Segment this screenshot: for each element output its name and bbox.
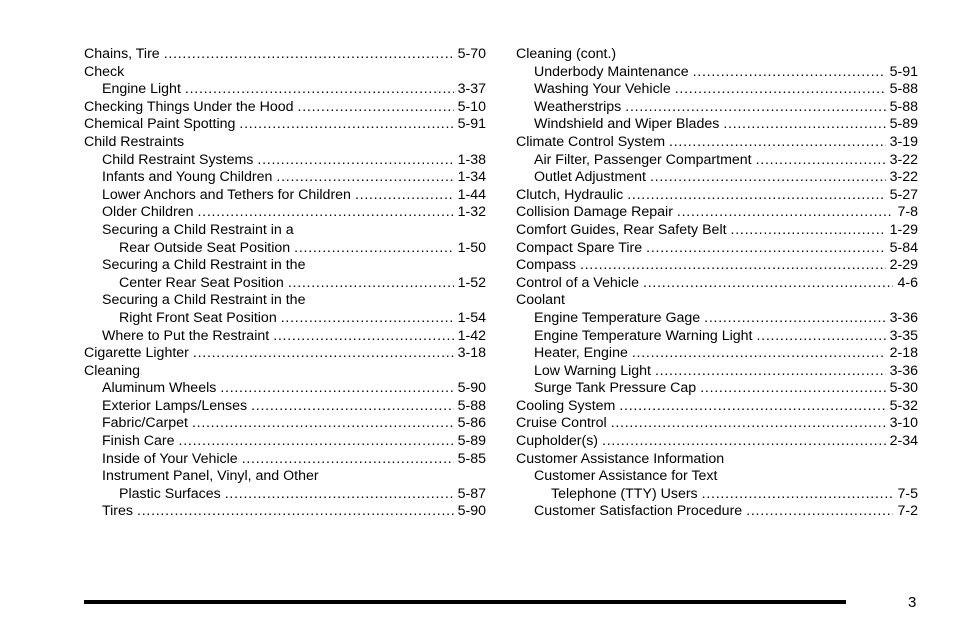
index-entry bbox=[84, 345, 486, 363]
index-entry-text: Instrument Panel, Vinyl, and Other bbox=[102, 468, 319, 485]
index-entry bbox=[516, 204, 918, 222]
index-entry bbox=[84, 275, 486, 293]
index-entry-page: 1-42 bbox=[457, 327, 486, 344]
index-entry bbox=[516, 187, 918, 205]
index-entry-page: 3-37 bbox=[457, 81, 486, 98]
index-entry-text: Climate Control System bbox=[516, 133, 666, 150]
dot-leader bbox=[700, 380, 885, 398]
index-entry-text: Compact Spare Tire bbox=[516, 239, 643, 256]
index-entry-text: Cleaning (cont.) bbox=[516, 46, 617, 62]
index-entry-text: Engine Temperature Gage bbox=[534, 309, 701, 326]
dot-leader bbox=[257, 152, 453, 170]
dot-leader bbox=[294, 240, 453, 258]
index-entry-page: 3-36 bbox=[889, 309, 918, 326]
dot-leader bbox=[288, 275, 454, 293]
index-entry-page: 5-70 bbox=[457, 46, 486, 62]
index-entry bbox=[516, 46, 918, 64]
index-entry-page: 3-18 bbox=[457, 345, 486, 362]
index-entry-text: Securing a Child Restraint in a bbox=[102, 221, 294, 238]
index-entry-page: 3-36 bbox=[889, 362, 918, 379]
index-entry bbox=[84, 310, 486, 328]
index-entry-text: Inside of Your Vehicle bbox=[102, 450, 238, 467]
index-entry-page: 1-34 bbox=[457, 169, 486, 186]
index-entry-text: Telephone (TTY) Users bbox=[551, 485, 698, 502]
index-entry bbox=[516, 310, 918, 328]
index-entry bbox=[516, 116, 918, 134]
index-entry bbox=[516, 451, 918, 469]
index-entry bbox=[84, 99, 486, 117]
index-entry bbox=[84, 169, 486, 187]
index-entry-text: Engine Light bbox=[102, 81, 181, 98]
index-entry-page: 1-44 bbox=[457, 186, 486, 203]
index-entry bbox=[516, 134, 918, 152]
index-entry-page: 3-10 bbox=[889, 415, 918, 432]
dot-leader bbox=[723, 116, 885, 134]
index-entry-text: Heater, Engine bbox=[534, 345, 628, 362]
dot-leader bbox=[273, 328, 453, 346]
index-entry-text: Cruise Control bbox=[516, 415, 607, 432]
dot-leader bbox=[185, 81, 454, 99]
dot-leader bbox=[619, 398, 885, 416]
index-entry-page: 3-22 bbox=[889, 169, 918, 186]
index-entry-page: 3-19 bbox=[889, 133, 918, 150]
footer-rule bbox=[84, 600, 846, 604]
index-entry bbox=[84, 380, 486, 398]
index-entry bbox=[516, 503, 918, 521]
dot-leader bbox=[646, 240, 885, 258]
dot-leader bbox=[298, 99, 454, 117]
index-entry bbox=[516, 363, 918, 381]
index-entry-text: Aluminum Wheels bbox=[102, 380, 217, 397]
index-entry-text: Outlet Adjustment bbox=[534, 169, 646, 186]
dot-leader bbox=[276, 169, 453, 187]
index-entry-text: Infants and Young Children bbox=[102, 169, 273, 186]
dot-leader bbox=[677, 204, 894, 222]
index-entry-text: Rear Outside Seat Position bbox=[119, 239, 291, 256]
index-entry-page: 2-18 bbox=[889, 345, 918, 362]
index-entry-text: Surge Tank Pressure Cap bbox=[534, 380, 697, 397]
index-entry-text: Older Children bbox=[102, 204, 194, 221]
index-entry-text: Child Restraints bbox=[84, 133, 185, 150]
index-entry-page: 1-54 bbox=[457, 309, 486, 326]
dot-leader bbox=[693, 64, 886, 82]
index-entry bbox=[516, 468, 918, 486]
index-entry-text: Center Rear Seat Position bbox=[119, 274, 284, 291]
index-entry-page: 5-87 bbox=[457, 485, 486, 502]
index-entry bbox=[516, 169, 918, 187]
index-entry-page: 2-29 bbox=[889, 257, 918, 274]
index-entry-text: Chemical Paint Spotting bbox=[84, 116, 236, 133]
index-entry-text: Cigarette Lighter bbox=[84, 345, 189, 362]
dot-leader bbox=[193, 345, 454, 363]
index-entry-page: 1-29 bbox=[889, 221, 918, 238]
index-entry-text: Engine Temperature Warning Light bbox=[534, 327, 753, 344]
dot-leader bbox=[625, 99, 885, 117]
index-entry-text: Customer Assistance Information bbox=[516, 450, 725, 467]
index-entry-text: Washing Your Vehicle bbox=[534, 81, 671, 98]
index-entry-page: 7-5 bbox=[897, 485, 918, 502]
index-entry-page: 5-10 bbox=[457, 98, 486, 115]
dot-leader bbox=[164, 46, 454, 64]
index-entry bbox=[84, 46, 486, 64]
index-entry-text: Cupholder(s) bbox=[516, 433, 599, 450]
index-entry-text: Cleaning bbox=[84, 362, 141, 379]
index-entry-text: Cooling System bbox=[516, 397, 616, 414]
dot-leader bbox=[137, 503, 454, 521]
index-entry-page: 7-2 bbox=[897, 503, 918, 520]
index-entry bbox=[516, 240, 918, 258]
index-entry bbox=[84, 116, 486, 134]
dot-leader bbox=[580, 257, 886, 275]
index-entry bbox=[516, 152, 918, 170]
dot-leader bbox=[179, 433, 454, 451]
index-entry-text: Low Warning Light bbox=[534, 362, 651, 379]
dot-leader bbox=[632, 345, 886, 363]
index-entry-text: Chains, Tire bbox=[84, 46, 160, 62]
index-entry-page: 5-86 bbox=[457, 415, 486, 432]
index-entry-text: Checking Things Under the Hood bbox=[84, 98, 294, 115]
index-entry-text: Fabric/Carpet bbox=[102, 415, 188, 432]
index-entry-text: Plastic Surfaces bbox=[119, 485, 221, 502]
dot-leader bbox=[746, 503, 893, 521]
index-entry bbox=[84, 415, 486, 433]
dot-leader bbox=[355, 187, 454, 205]
index-entry-text: Lower Anchors and Tethers for Children bbox=[102, 186, 351, 203]
index-entry-page: 5-85 bbox=[457, 450, 486, 467]
index-entry bbox=[84, 363, 486, 381]
dot-leader bbox=[650, 169, 886, 187]
index-entry-text: Exterior Lamps/Lenses bbox=[102, 397, 248, 414]
index-entry bbox=[516, 99, 918, 117]
index-entry-page: 1-52 bbox=[457, 274, 486, 291]
dot-leader bbox=[756, 328, 885, 346]
index-entry bbox=[84, 134, 486, 152]
dot-leader bbox=[602, 433, 886, 451]
index-entry-page: 1-50 bbox=[457, 239, 486, 256]
index-entry-page: 5-91 bbox=[457, 116, 486, 133]
index-entry bbox=[84, 204, 486, 222]
index-entry bbox=[516, 292, 918, 310]
dot-leader bbox=[704, 310, 885, 328]
index-entry bbox=[84, 222, 486, 240]
index-entry-text: Comfort Guides, Rear Safety Belt bbox=[516, 221, 727, 238]
dot-leader bbox=[675, 81, 886, 99]
index-entry bbox=[84, 398, 486, 416]
index-entry bbox=[84, 292, 486, 310]
index-entry-text: Underbody Maintenance bbox=[534, 63, 689, 80]
page-number: 3 bbox=[908, 594, 917, 611]
index-entry bbox=[516, 275, 918, 293]
index-entry-text: Tires bbox=[102, 503, 134, 520]
index-entry bbox=[516, 81, 918, 99]
index-column-left bbox=[84, 46, 486, 521]
index-entry-text: Collision Damage Repair bbox=[516, 204, 673, 221]
dot-leader bbox=[192, 415, 454, 433]
dot-leader bbox=[655, 363, 886, 381]
dot-leader bbox=[731, 222, 886, 240]
index-column-right bbox=[516, 46, 918, 521]
dot-leader bbox=[197, 204, 453, 222]
index-entry-text: Control of a Vehicle bbox=[516, 274, 640, 291]
index-entry-page: 5-30 bbox=[889, 380, 918, 397]
index-entry-page: 7-8 bbox=[897, 204, 918, 221]
index-entry-page: 5-88 bbox=[889, 81, 918, 98]
index-entry-text: Securing a Child Restraint in the bbox=[102, 292, 306, 309]
index-entry bbox=[516, 64, 918, 82]
dot-leader bbox=[756, 152, 886, 170]
index-entry-page: 5-32 bbox=[889, 397, 918, 414]
index-entry-page: 5-89 bbox=[457, 433, 486, 450]
index-entry-text: Right Front Seat Position bbox=[119, 309, 277, 326]
index-entry bbox=[516, 257, 918, 275]
dot-leader bbox=[225, 486, 454, 504]
dot-leader bbox=[239, 116, 453, 134]
index-entry bbox=[516, 486, 918, 504]
index-entry-text: Customer Satisfaction Procedure bbox=[534, 503, 743, 520]
index-entry bbox=[516, 345, 918, 363]
index-entry-page: 5-90 bbox=[457, 503, 486, 520]
index-entry bbox=[84, 64, 486, 82]
index-entry-text: Customer Assistance for Text bbox=[534, 468, 718, 485]
index-entry bbox=[516, 415, 918, 433]
index-entry bbox=[84, 468, 486, 486]
index-entry bbox=[84, 328, 486, 346]
index-entry-text: Where to Put the Restraint bbox=[102, 327, 270, 344]
index-entry bbox=[84, 433, 486, 451]
index-entry bbox=[516, 328, 918, 346]
index-entry bbox=[84, 486, 486, 504]
dot-leader bbox=[611, 415, 886, 433]
index-entry-text: Finish Care bbox=[102, 433, 175, 450]
index-entry-text: Coolant bbox=[516, 292, 565, 309]
index-entry-text: Compass bbox=[516, 257, 576, 274]
index-entry-page: 4-6 bbox=[897, 274, 918, 291]
index-entry-text: Clutch, Hydraulic bbox=[516, 186, 624, 203]
index-entry bbox=[516, 398, 918, 416]
index-entry bbox=[84, 152, 486, 170]
index-entry-page: 3-22 bbox=[889, 151, 918, 168]
index-entry-page: 5-27 bbox=[889, 186, 918, 203]
index-entry-page: 1-38 bbox=[457, 151, 486, 168]
dot-leader bbox=[702, 486, 894, 504]
index-entry bbox=[516, 433, 918, 451]
index-entry-text: Check bbox=[84, 63, 125, 80]
index-entry bbox=[84, 451, 486, 469]
dot-leader bbox=[627, 187, 885, 205]
dot-leader bbox=[242, 451, 454, 469]
index-entry-page: 5-91 bbox=[889, 63, 918, 80]
index-entry-page: 1-32 bbox=[457, 204, 486, 221]
dot-leader bbox=[220, 380, 453, 398]
index-entry-page: 3-35 bbox=[889, 327, 918, 344]
index-entry bbox=[516, 222, 918, 240]
index-entry bbox=[84, 240, 486, 258]
index-entry-text: Windshield and Wiper Blades bbox=[534, 116, 720, 133]
index-entry bbox=[84, 187, 486, 205]
dot-leader bbox=[281, 310, 454, 328]
index-entry bbox=[84, 257, 486, 275]
index-entry-page: 2-34 bbox=[889, 433, 918, 450]
index-entry-page: 5-89 bbox=[889, 116, 918, 133]
index-entry bbox=[516, 380, 918, 398]
index-entry-page: 5-90 bbox=[457, 380, 486, 397]
index-entry-text: Securing a Child Restraint in the bbox=[102, 257, 306, 274]
index-entry bbox=[84, 81, 486, 99]
dot-leader bbox=[643, 275, 893, 293]
index-entry-page: 5-84 bbox=[889, 239, 918, 256]
index-entry-text: Air Filter, Passenger Compartment bbox=[534, 151, 752, 168]
index-entry-page: 5-88 bbox=[889, 98, 918, 115]
index-entry-page: 5-88 bbox=[457, 397, 486, 414]
index-entry-text: Weatherstrips bbox=[534, 98, 622, 115]
index-entry bbox=[84, 503, 486, 521]
dot-leader bbox=[251, 398, 453, 416]
dot-leader bbox=[669, 134, 886, 152]
index-entry-text: Child Restraint Systems bbox=[102, 151, 254, 168]
